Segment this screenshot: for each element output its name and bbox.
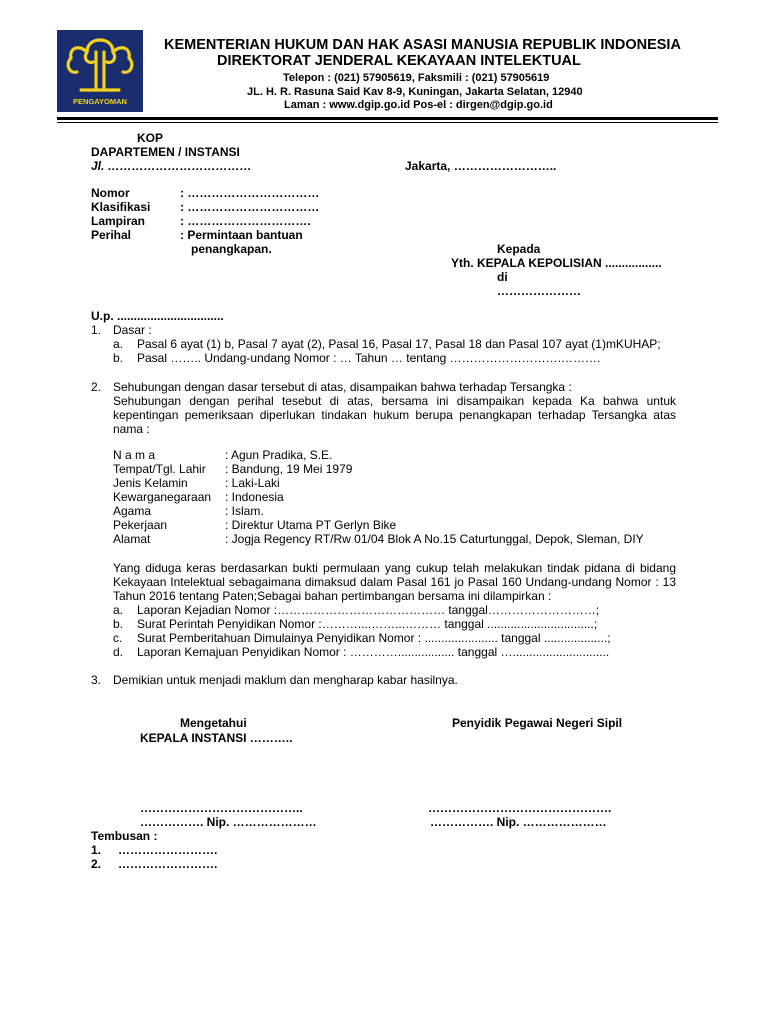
letterhead-ministry: KEMENTERIAN HUKUM DAN HAK ASASI MANUSIA REPUBLIK INDONESIA xyxy=(164,37,681,53)
attachment-a-text: Laporan Kejadian Nomor :…………………………………… tanggal………………………; xyxy=(137,603,600,617)
logo-label: PENGAYOMAN xyxy=(73,97,127,106)
closing-sentence: Demikian untuk menjadi maklum dan mengharap kabar hasilnya. xyxy=(113,673,458,687)
suspect-label-nationality: Kewarganegaraan xyxy=(113,490,212,504)
letterhead-address: JL. H. R. Rasuna Said Kav 8-9, Kuningan, Jakarta Selatan, 12940 xyxy=(247,86,583,98)
item-3-number: 3. xyxy=(91,673,102,687)
header-rule-thin xyxy=(57,122,718,123)
signature-right-title: Penyidik Pegawai Negeri Sipil xyxy=(452,716,623,730)
letterhead-directorate: DIREKTORAT JENDERAL KEKAYAAN INTELEKTUAL xyxy=(217,53,581,69)
suspect-value-nationality: : Indonesia xyxy=(225,490,284,504)
tembusan-1-number: 1. xyxy=(91,843,102,857)
attachment-c-label: c. xyxy=(113,631,123,645)
attachment-d-text: Laporan Kemajuan Penyidikan Nomor : …………................. tanggal …............................. xyxy=(137,645,610,659)
kop-label: KOP xyxy=(137,131,164,145)
signature-right-name-dots: ………………………………………. xyxy=(428,801,612,815)
signature-left-nip: ……………. Nip. ………………… xyxy=(140,815,317,829)
pengayoman-emblem-icon xyxy=(57,30,143,112)
item-1-number: 1. xyxy=(91,323,102,337)
tembusan-2-number: 2. xyxy=(91,857,102,871)
tembusan-1-text: ……………………. xyxy=(118,843,218,857)
department-label: DAPARTEMEN / INSTANSI xyxy=(91,145,240,159)
signature-left-title: Mengetahui xyxy=(180,716,247,730)
request-paragraph: Sehubungan dengan perihal tesebut di atas, bersama ini disampaikan kepada Ka bahwa untuk kepentingan pemeriksaan diperlukan tindakan hukum berupa penangkapan terhadap Tersangka atas nama : xyxy=(113,394,676,436)
field-label-klasifikasi: Klasifikasi xyxy=(91,200,151,214)
attachment-b-text: Surat Perintah Penyidikan Nomor :………....……...……… tanggal ................................; xyxy=(137,617,598,631)
suspect-label-occupation: Pekerjaan xyxy=(113,518,168,532)
perihal-continuation: penangkapan. xyxy=(191,242,272,256)
tersangka-intro: Sehubungan dengan dasar tersebut di atas, disampaikan bahwa terhadap Tersangka : xyxy=(113,380,572,394)
attachment-c-text: Surat Pemberitahuan Dimulainya Penyidikan Nomor : ...................... tanggal ...................; xyxy=(137,631,611,645)
pengayoman-logo xyxy=(57,30,143,112)
dasar-a-label: a. xyxy=(113,337,124,351)
letterhead-phone: Telepon : (021) 57905619, Faksmili : (021) 57905619 xyxy=(283,72,550,84)
suspect-label-gender: Jenis Kelamin xyxy=(113,476,188,490)
suspect-label-ttl: Tempat/Tgl. Lahir xyxy=(113,462,206,476)
dasar-title: Dasar : xyxy=(113,323,152,337)
suspect-value-ttl: : Bandung, 19 Mei 1979 xyxy=(225,462,353,476)
field-value-lampiran: : …………………………. xyxy=(180,214,311,228)
dasar-a-text: Pasal 6 ayat (1) b, Pasal 7 ayat (2), Pasal 16, Pasal 17, Pasal 18 dan Pasal 107 ayat (1)mKUHAP; xyxy=(137,337,661,351)
kepada-label: Kepada xyxy=(497,242,541,256)
di-label: di xyxy=(497,270,508,284)
charges-paragraph: Yang diduga keras berdasarkan bukti permulaan yang cukup telah melakukan tindak pidana di bidang Kekayaan Intelektual sebagaimana dimaksud dalam Pasal 161 jo Pasal 160 Undang-undang Nomor : 13 Tahun 2016 tentang Paten;Sebagai bahan pertimbangan bersama ini dilampirkan : xyxy=(113,561,676,603)
suspect-value-address: : Jogja Regency RT/Rw 01/04 Blok A No.15 Caturtunggal, Depok, Sleman, DIY xyxy=(225,532,644,546)
recipient-line: Yth. KEPALA KEPOLISIAN ................. xyxy=(451,256,662,270)
field-value-perihal: : Permintaan bantuan xyxy=(180,228,303,242)
street-line: Jl. ……………………………… xyxy=(91,159,252,173)
tembusan-title: Tembusan : xyxy=(91,829,158,843)
suspect-label-nama: N a m a xyxy=(113,448,156,462)
suspect-value-occupation: : Direktur Utama PT Gerlyn Bike xyxy=(225,518,397,532)
attachment-b-label: b. xyxy=(113,617,124,631)
suspect-value-religion: : Islam. xyxy=(225,504,264,518)
field-label-perihal: Perihal xyxy=(91,228,132,242)
attachment-a-label: a. xyxy=(113,603,124,617)
signature-left-name-dots: ………………………………….. xyxy=(140,801,303,815)
item-2-number: 2. xyxy=(91,380,102,394)
di-dots: ………………… xyxy=(497,284,581,298)
dasar-b-label: b. xyxy=(113,351,124,365)
field-label-lampiran: Lampiran xyxy=(91,214,146,228)
place-date: Jakarta, …………………….. xyxy=(405,159,557,173)
signature-left-subtitle: KEPALA INSTANSI ……….. xyxy=(140,731,293,745)
suspect-label-religion: Agama xyxy=(113,504,152,518)
letterhead-web: Laman : www.dgip.go.id Pos-el : dirgen@dgip.go.id xyxy=(284,99,553,111)
suspect-value-nama: : Agun Pradika, S.E. xyxy=(225,448,333,462)
field-label-nomor: Nomor xyxy=(91,186,130,200)
header-rule-thick xyxy=(57,117,718,120)
suspect-label-address: Alamat xyxy=(113,532,151,546)
field-value-klasifikasi: : …………………………… xyxy=(180,200,320,214)
tembusan-2-text: ……………………. xyxy=(118,857,218,871)
field-value-nomor: : …………………………… xyxy=(180,186,320,200)
suspect-value-gender: : Laki-Laki xyxy=(225,476,280,490)
attachment-d-label: d. xyxy=(113,645,124,659)
up-line: U.p. ................................ xyxy=(91,309,224,323)
signature-right-nip: ……………. Nip. ………………… xyxy=(430,815,607,829)
dasar-b-text: Pasal …….. Undang-undang Nomor : … Tahun … tentang ……………………….………. xyxy=(137,351,601,365)
